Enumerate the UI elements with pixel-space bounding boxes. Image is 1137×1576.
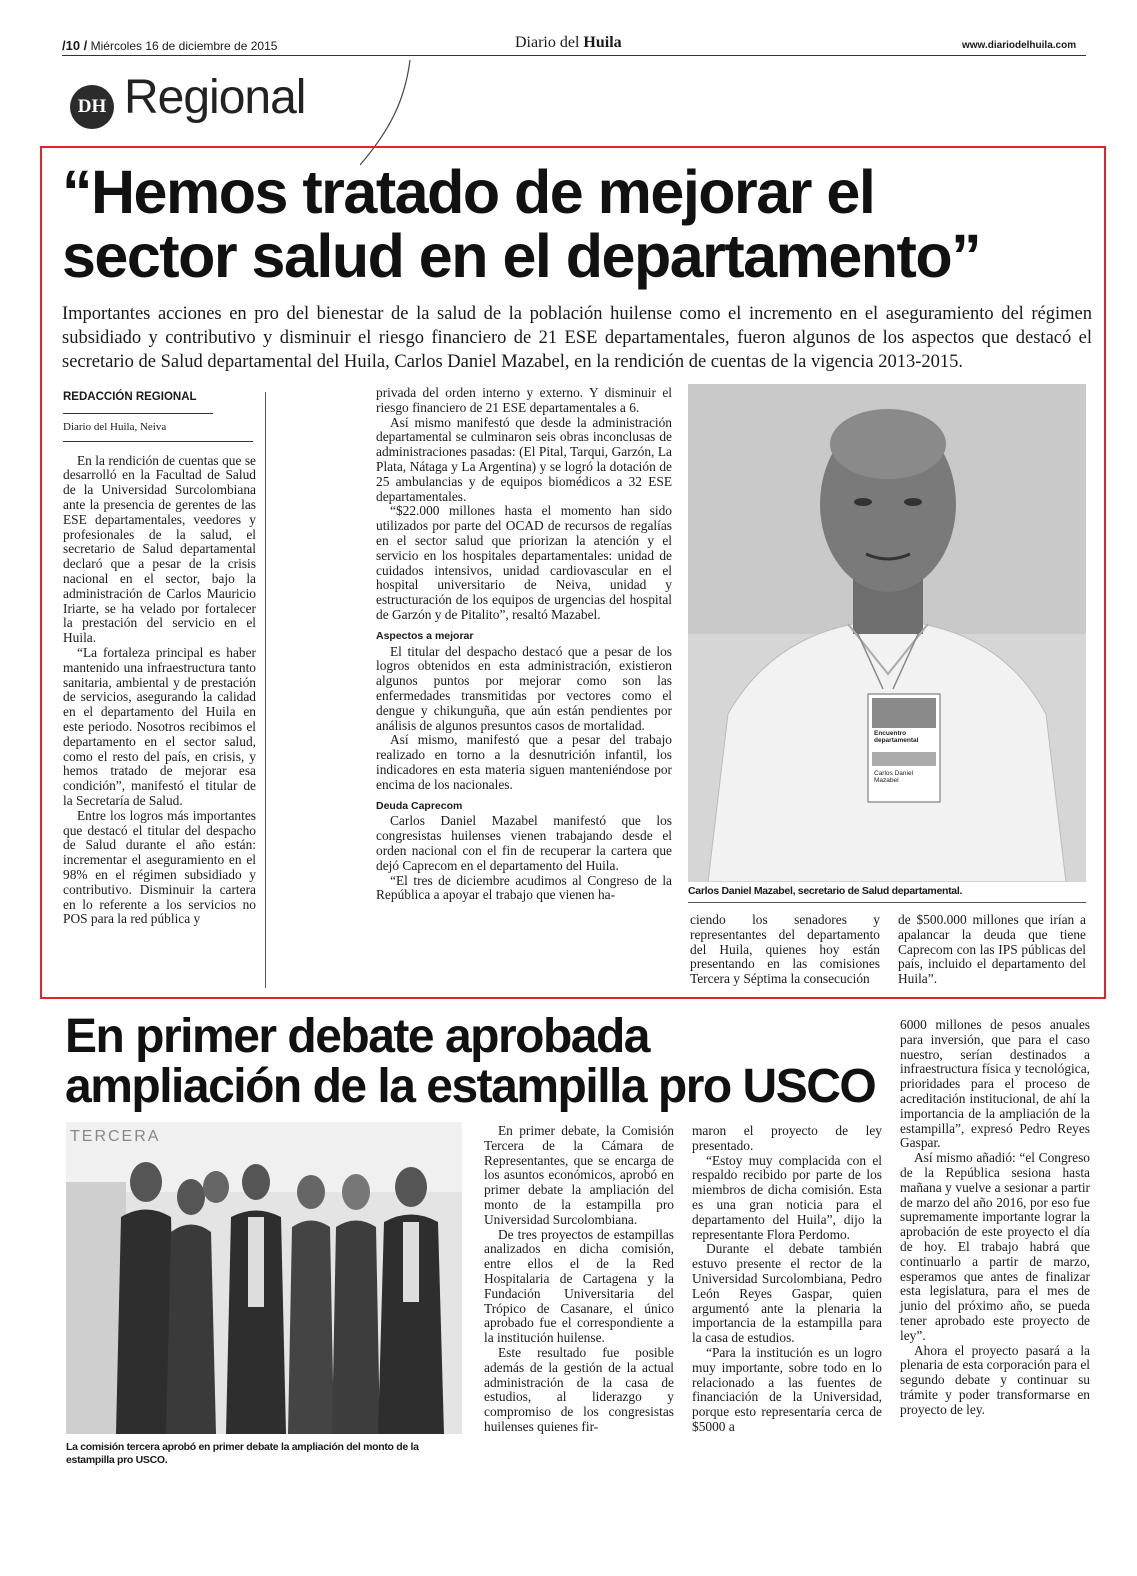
paragraph: “La fortaleza principal es haber mantenido una infraestructura tanto sanitaria, ambiental y de prestación de servicios, asegurando la calidad en el departamento del Huila en este periodo. Nosotros recibimos el departamento en el sector salud, como el resto del país, en crisis, y hemos tratado de mejorar esa condición”, manifestó el titular de la Secretaría de Salud. bbox=[63, 644, 256, 808]
article2-headline bbox=[65, 1012, 885, 1113]
article1-lead: Importantes acciones en pro del bienestar de la salud de la población huilense como el incremento en el aseguramiento del régimen subsidiado y contributivo y disminuir el riesgo financiero de 21 ESE departamentales, fueron algunos de los aspectos que destacó el secretario de Salud departamental del Huila, Carlos Daniel Mazabel, en la rendición de cuentas de la vigencia 2013-2015. bbox=[62, 304, 1092, 372]
paragraph: privada del orden interno y externo. Y disminuir el riesgo financiero de 21 ESE departamentales a 6. bbox=[376, 385, 672, 415]
paragraph: “Para la institución es un logro muy importante, sobre todo en lo relacionado a las fuentes de financiación de la Universidad, porque esto representaría cerca de $5000 a bbox=[692, 1344, 882, 1434]
paragraph: El titular del despacho destacó que a pesar de los logros obtenidos en esta administración, existieron algunos puntos por mejorar como son las enfermedades transmitidas por vectores como el dengue y chikunguña, que aún están pendientes por análisis de algunos presuntos casos de mortalidad. bbox=[376, 643, 672, 733]
portrait-illustration bbox=[688, 384, 1086, 882]
byline: REDACCIÓN REGIONAL bbox=[63, 391, 197, 403]
paragraph: Así mismo, manifestó que a pesar del trabajo realizado en torno a la desnutrición infantil, los indicadores en esta materia siguen manteniéndose por encima de los nacionales. bbox=[376, 732, 672, 792]
dh-logo: DH bbox=[70, 85, 114, 129]
paragraph: Durante el debate también estuvo presente el rector de la Universidad Surcolombiana, Pedro León Reyes Gaspar, quien argumentó ante la plenaria la importancia de la estampilla para la casa de estudios. bbox=[692, 1241, 882, 1346]
publication-date: Miércoles 16 de diciembre de 2015 bbox=[90, 39, 278, 53]
paragraph: de $500.000 millones que irían a apalancar la deuda que tiene Caprecom con las IPS públicas del país, incluido el departamento del Huila”. bbox=[898, 912, 1086, 987]
byline-divider bbox=[63, 413, 213, 414]
article2-headline-line1: En primer debate aprobada bbox=[65, 1010, 649, 1063]
paragraph: Así mismo añadió: “el Congreso de la República sesiona hasta mañana y vuelve a sesionar a partir de marzo del año 2016, por eso fue supremamente importante lograr la aprobación de este proyecto el día de hoy. El trabajo habrá que continuarlo a partir de marzo, esperamos que antes de finalizar esta legislatura, para el mes de junio del próximo año, se pueda tener aprobado este proyecto de ley”. bbox=[900, 1150, 1090, 1343]
paragraph: De tres proyectos de estampillas analizados en dicha comisión, entre ellos el de la Red Hospitalaria de Cartagena y la Fundación Universitaria del Trópico de Casanare, el único aprobado fue el correspondiente a la institución huilense. bbox=[484, 1226, 674, 1346]
paragraph: Carlos Daniel Mazabel manifestó que los congresistas huilenses vienen trabajando desde el orden nacional con el fin de recuperar la cartera que dejó Caprecom en el departamento del Huila. bbox=[376, 813, 672, 873]
paragraph: maron el proyecto de ley presentado. bbox=[692, 1123, 882, 1153]
paragraph: En la rendición de cuentas que se desarrolló en la Facultad de Salud de la Universidad Surcolombiana ante la presencia de gerentes de las ESE departamentales, veedores y profesionales de la salud, el secretario de Salud departamental declaró que a pesar de la crisis nacional en el sector, bajo la administración de Carlos Mauricio Iriarte, se ha velado por fortalecer la prestación del servicio en el Huila. bbox=[63, 452, 256, 646]
column-divider bbox=[265, 392, 266, 988]
group-photo-illustration bbox=[66, 1122, 462, 1434]
article1-column-4 bbox=[898, 913, 1086, 987]
paragraph: “Estoy muy complacida con el respaldo recibido por parte de los miembros de dicha comisión. Esta es una gran noticia para el departamento del Huila”, dijo la representante Flora Perdomo. bbox=[692, 1152, 882, 1242]
article1-headline-line2: sector salud en el departamento” bbox=[62, 222, 981, 291]
article2-headline-line2: ampliación de la estampilla pro USCO bbox=[65, 1060, 876, 1114]
paragraph: “$22.000 millones hasta el momento han sido utilizados por parte del OCAD de recursos de regalías en el sector salud que priorizan la atención y el servicio en los hospitales departamentales: unidad de cuidados intensivos, unidad cardiovascular en el hospital universitario de Neiva, unidad y estructuración de los equipos de urgencias del hospital de Garzón y de Pitalito”, resaltó Mazabel. bbox=[376, 503, 672, 622]
newspaper-name bbox=[515, 34, 622, 52]
article2-column-2 bbox=[692, 1124, 882, 1435]
article2-photo-caption: La comisión tercera aprobó en primer debate la ampliación del monto de la estampilla pro USCO. bbox=[66, 1441, 419, 1466]
paragraph: Ahora el proyecto pasará a la plenaria de esta corporación para el segundo debate y continuar su trámite y poder transformarse en proyecto de ley. bbox=[900, 1342, 1090, 1417]
article1-headline-line1: “Hemos tratado de mejorar el bbox=[62, 158, 875, 226]
article2-column-1 bbox=[484, 1124, 674, 1435]
byline-credit: Diario del Huila, Neiva bbox=[63, 420, 167, 433]
website-link[interactable]: www.diariodelhuila.com bbox=[962, 40, 1077, 51]
paragraph: Así mismo manifestó que desde la administración departamental se culminaron seis obras inconclusas de administraciones pasadas: (El Pital, Tarqui, Garzón, La Plata, Nátaga y La Argentina) y se logró la dotación de 25 ambulancias y de equipos biomédicos a 32 ESE departamentales. bbox=[376, 414, 672, 504]
newspaper-name-part1: Diario del bbox=[515, 34, 580, 51]
subhead-aspectos: Aspectos a mejorar bbox=[376, 629, 474, 642]
credit-divider bbox=[63, 441, 253, 442]
caption-divider bbox=[688, 902, 1086, 903]
page-number: /10 / bbox=[62, 38, 88, 53]
article1-photo-caption: Carlos Daniel Mazabel, secretario de Salud departamental. bbox=[688, 885, 963, 897]
paragraph: Entre los logros más importantes que destacó el titular del despacho de Salud durante el año están: incrementar el aseguramiento en el 98% en el régimen subsidiado y contributivo. Disminuir la cartera en lo referente a los servicios no POS para la red pública y bbox=[63, 807, 256, 927]
article2-column-3 bbox=[900, 1018, 1090, 1418]
paragraph: Este resultado fue posible además de la gestión de la actual administración de la casa de estudios, al liderazgo y compromiso de los congresistas huilenses quienes fir- bbox=[484, 1344, 674, 1434]
newspaper-name-part2: Huila bbox=[583, 34, 622, 51]
header-divider bbox=[62, 55, 1086, 56]
badge-title: Encuentro departamental bbox=[874, 730, 919, 744]
paragraph: ciendo los senadores y representantes del departamento del Huila, quienes hoy están presentando en las comisiones Tercera y Séptima la consecución bbox=[690, 912, 880, 987]
paragraph: En primer debate, la Comisión Tercera de la Cámara de Representantes, que se encarga de los asuntos económicos, aprobó en primer debate la ampliación del monto de la estampilla pro Universidad Surcolombiana. bbox=[484, 1123, 674, 1227]
article1-column-3 bbox=[690, 913, 880, 987]
subhead-caprecom: Deuda Caprecom bbox=[376, 799, 463, 812]
badge-name: Carlos Daniel Mazabel bbox=[874, 770, 914, 784]
paragraph: 6000 millones de pesos anuales para inversión, que para el caso nuestro, serían destinados a infraestructura física y tecnológica, prioridades para el proceso de acreditación institucional, de ahí la importancia de la ampliación de la estampilla”, expresó Pedro Reyes Gaspar. bbox=[900, 1017, 1090, 1151]
page-header-left bbox=[62, 38, 277, 53]
article1-headline bbox=[62, 158, 1102, 291]
section-title: Regional bbox=[124, 71, 306, 124]
article1-photo bbox=[688, 384, 1086, 882]
photo-sign-text: TERCERA bbox=[70, 1128, 161, 1145]
paragraph: “El tres de diciembre acudimos al Congreso de la República a apoyar el trabajo que vienen ha- bbox=[376, 872, 672, 903]
article2-photo bbox=[66, 1122, 462, 1434]
article1-column-2 bbox=[376, 386, 672, 903]
article1-column-1 bbox=[63, 390, 256, 927]
